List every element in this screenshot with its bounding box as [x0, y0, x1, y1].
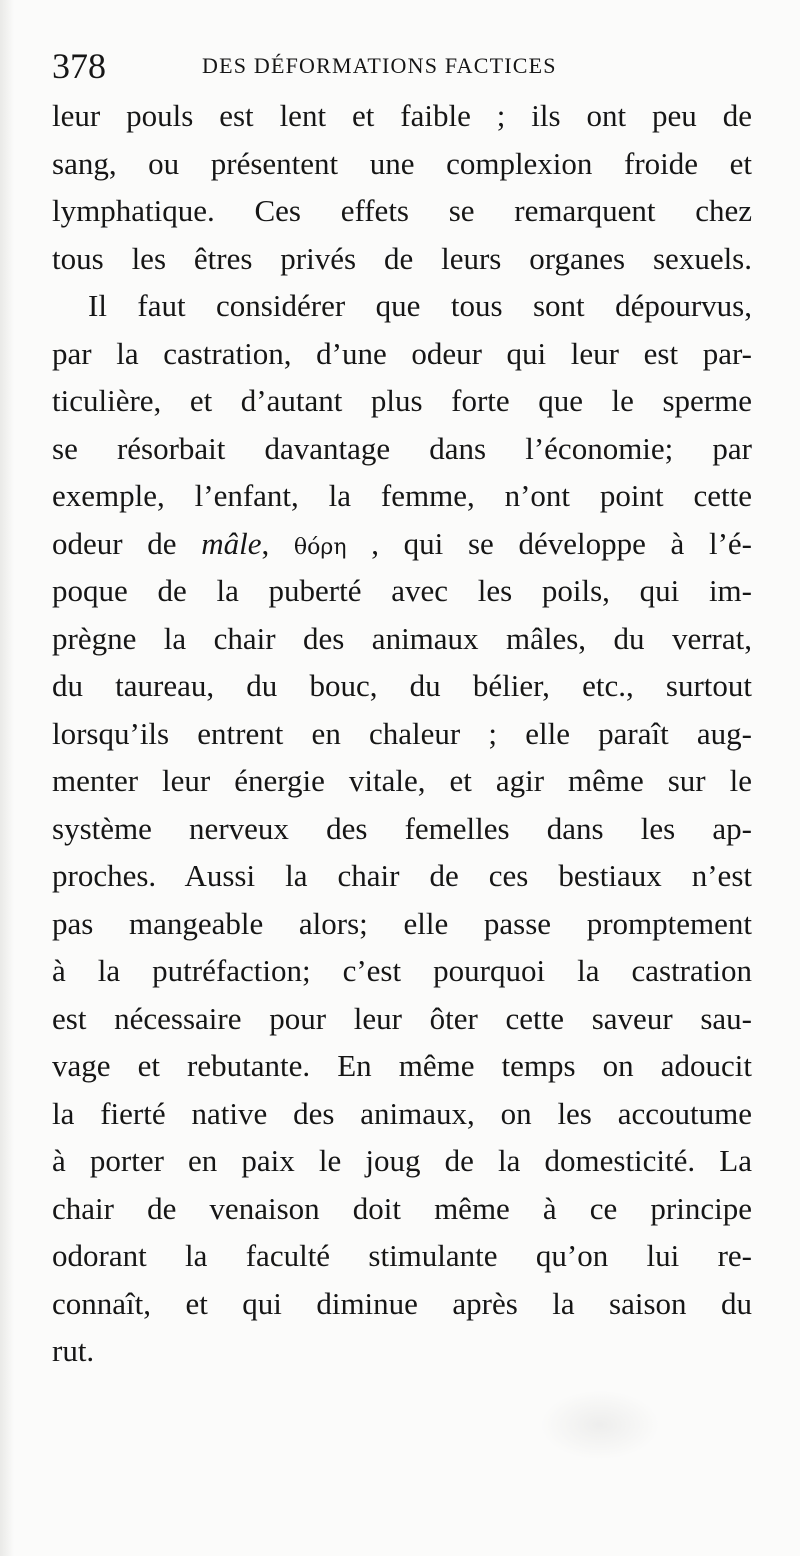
text-line: système nerveux des femelles dans les ap- — [52, 810, 752, 846]
text-segment: , — [261, 525, 294, 561]
text-line: connaît, et qui diminue après la saison du — [52, 1285, 752, 1321]
text-line: lymphatique. Ces effets se remarquent chez — [52, 193, 752, 228]
text-line: est nécessaire pour leur ôter cette saveur sau- — [52, 1000, 752, 1036]
text-line: à la putréfaction; c’est pourquoi la castration — [52, 953, 752, 988]
text-line: prègne la chair des animaux mâles, du verrat, — [52, 620, 752, 656]
text-line: odorant la faculté stimulante qu’on lui re- — [52, 1238, 752, 1273]
text-line: poque de la puberté avec les poils, qui im- — [52, 573, 752, 608]
text-line: leur pouls est lent et faible ; ils ont peu de — [52, 98, 752, 133]
text-line: par la castration, d’une odeur qui leur est par- — [52, 335, 752, 371]
text-segment: , qui se développe à l’é- — [346, 525, 753, 561]
text-line: du taureau, du bouc, du bélier, etc., surtout — [52, 668, 752, 703]
text-segment: odeur de — [52, 525, 202, 561]
body-text — [52, 92, 752, 1375]
paper-stain — [540, 1390, 660, 1460]
text-line: lorsqu’ils entrent en chaleur ; elle paraît aug- — [52, 715, 752, 751]
final-line: rut. — [52, 1333, 95, 1368]
text-line-with-greek — [52, 520, 752, 568]
italic-word: mâle — [201, 525, 262, 561]
text-line: tous les êtres privés de leurs organes sexuels. — [52, 240, 752, 276]
text-line: ticulière, et d’autant plus forte que le sperme — [52, 383, 752, 418]
text-line: à porter en paix le joug de la domesticité. La — [52, 1143, 752, 1178]
text-line: se résorbait davantage dans l’économie; par — [52, 430, 752, 466]
text-line: chair de venaison doit même à ce principe — [52, 1190, 752, 1226]
text-line: sang, ou présentent une complexion froide et — [52, 145, 752, 181]
page-gutter-shadow — [0, 0, 14, 1556]
text-line: proches. Aussi la chair de ces bestiaux n’est — [52, 858, 752, 893]
text-line: vage et rebutante. En même temps on adoucit — [52, 1048, 752, 1083]
text-line: menter leur énergie vitale, et agir même sur le — [52, 763, 752, 798]
paragraph-start-line: Il faut considérer que tous sont dépourvus, — [88, 288, 752, 323]
greek-word: θόρη — [293, 534, 347, 560]
running-title: DES DÉFORMATIONS FACTICES — [202, 53, 557, 78]
text-line: exemple, l’enfant, la femme, n’ont point cette — [52, 478, 752, 513]
text-line: pas mangeable alors; elle passe promptement — [52, 905, 752, 941]
page-number: 378 — [52, 46, 106, 86]
page-header — [52, 44, 752, 88]
text-line: la fierté native des animaux, on les accoutume — [52, 1095, 752, 1131]
